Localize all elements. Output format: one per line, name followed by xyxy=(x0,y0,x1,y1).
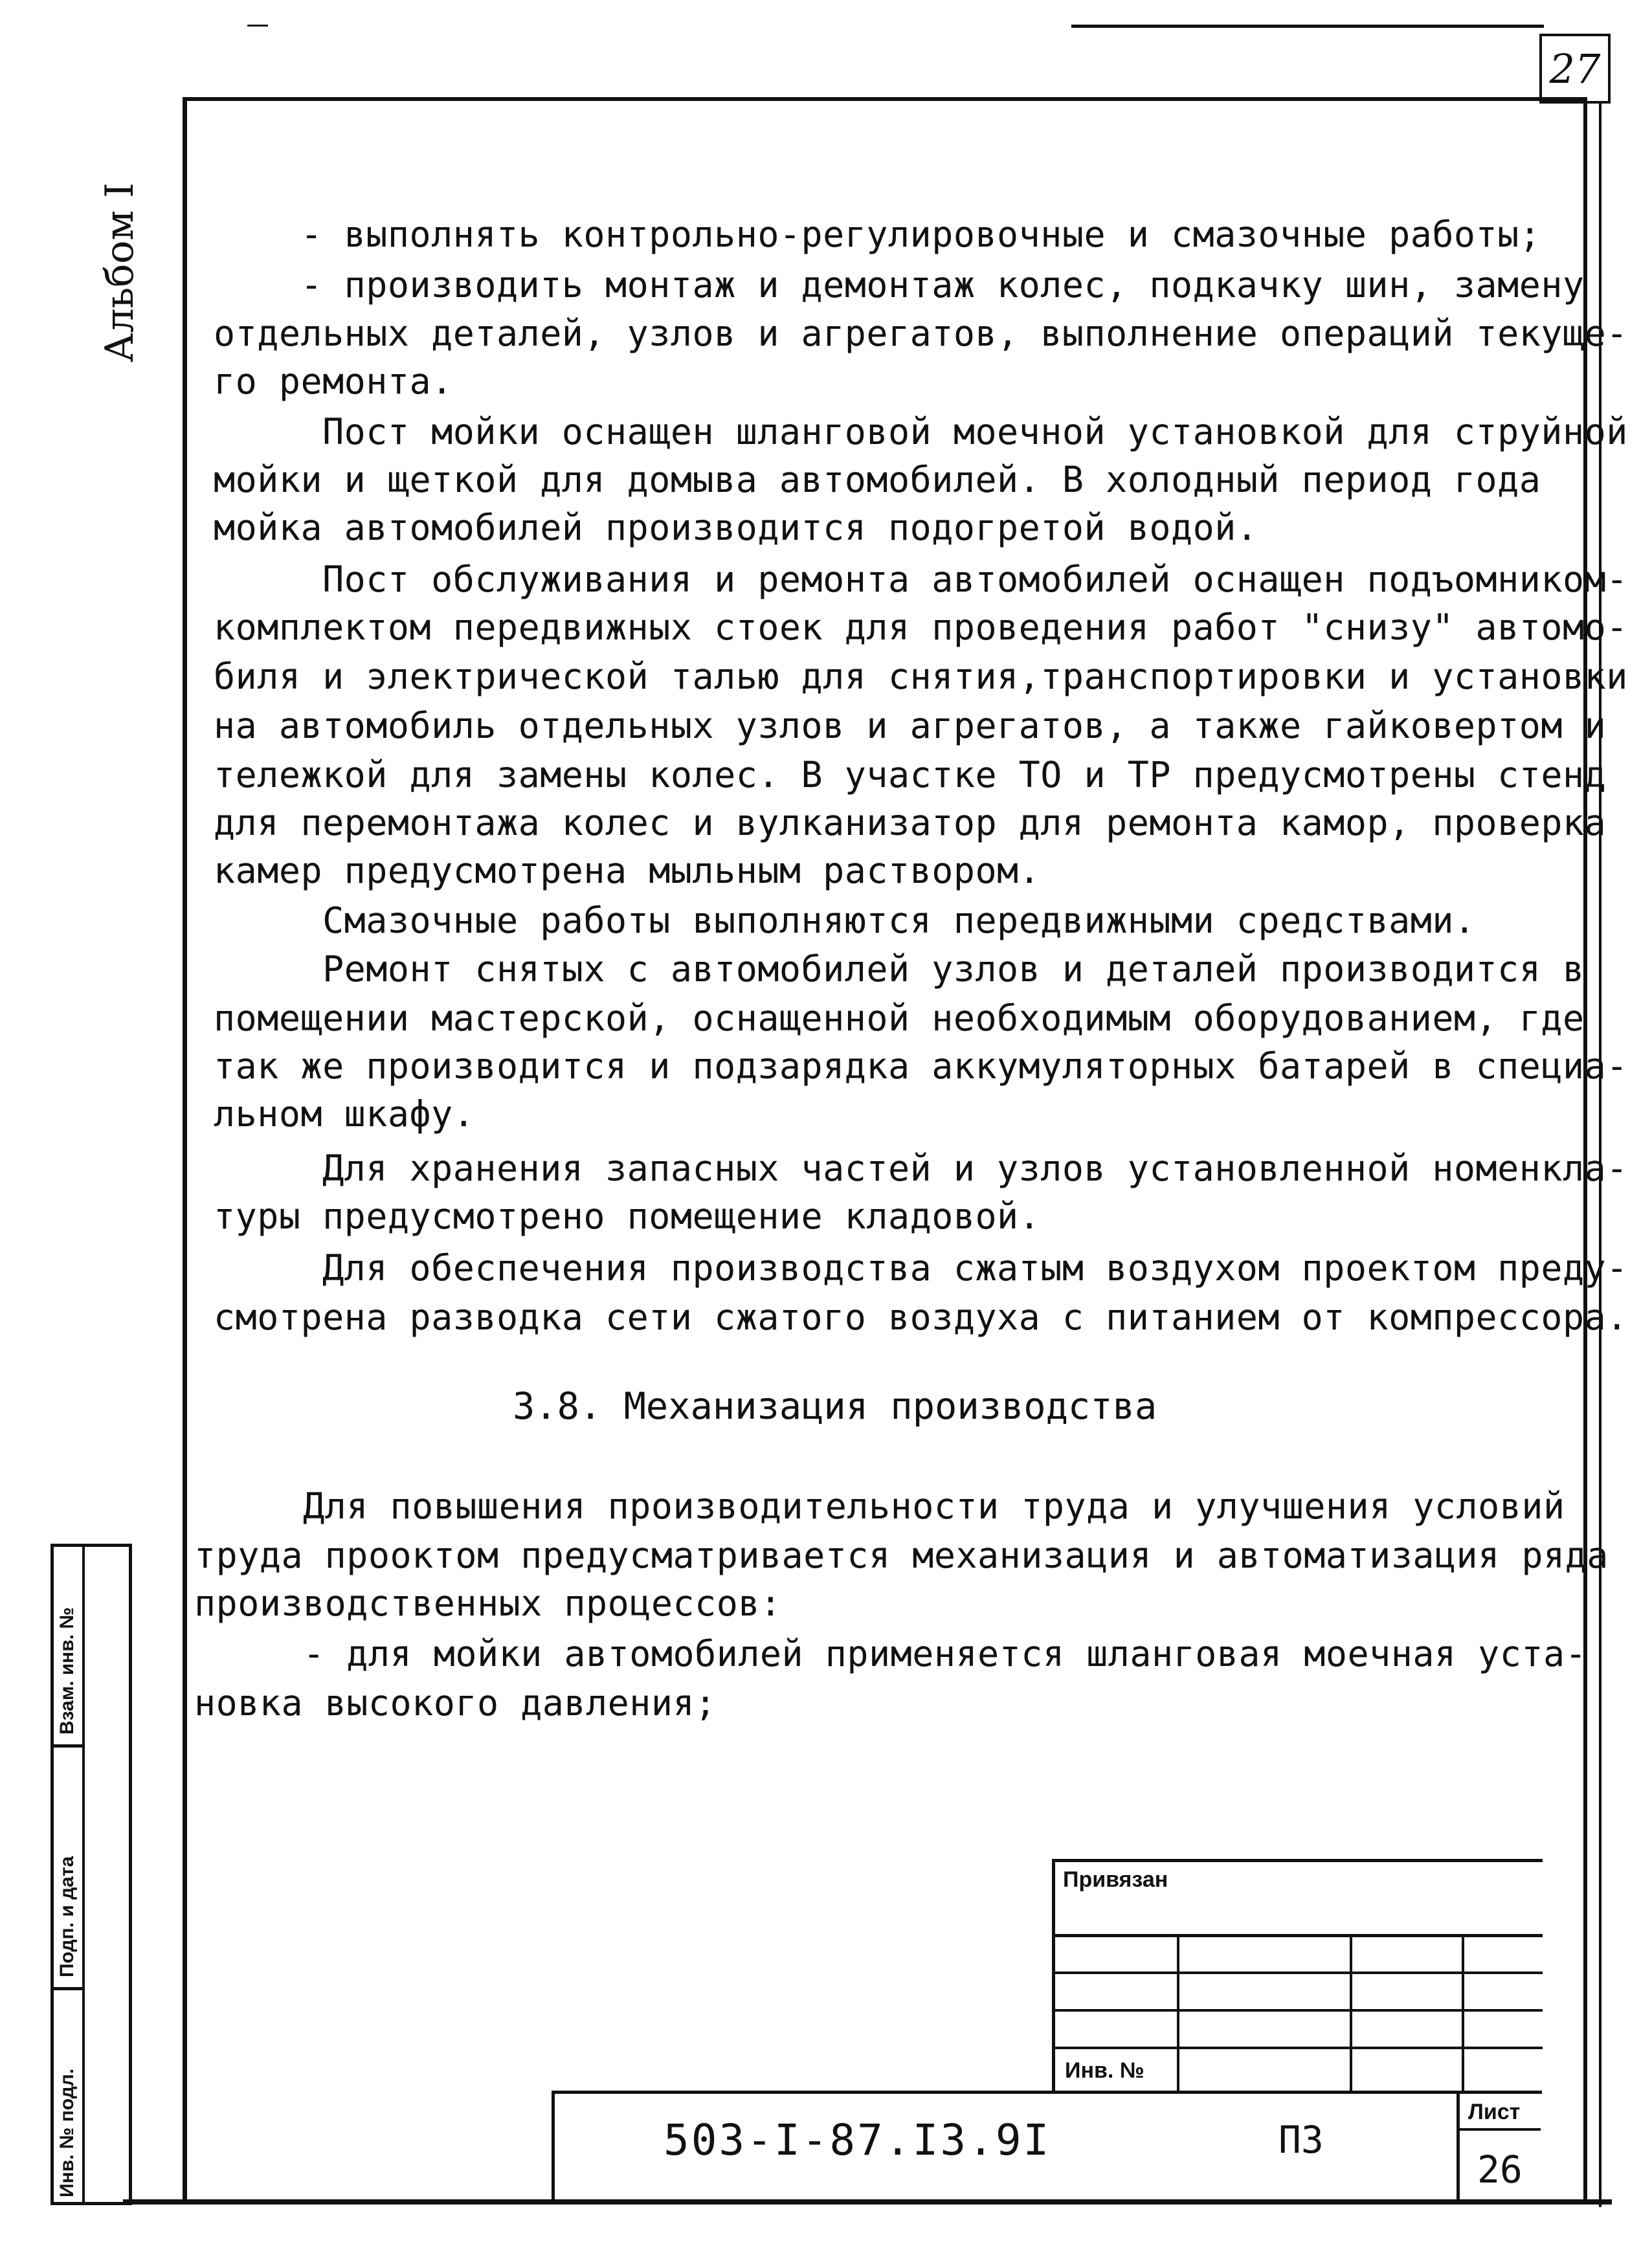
section-code: ПЗ xyxy=(1278,2118,1324,2162)
text-line: льном шкафу. xyxy=(214,1093,475,1135)
sheet-col xyxy=(1457,2091,1460,2202)
text-line: на автомобиль отдельных узлов и агрегатов, а также гайковертом и xyxy=(214,705,1607,746)
tied-left xyxy=(1052,1859,1055,2092)
text-line: Смазочные работы выполняются передвижными средствами. xyxy=(214,900,1476,941)
text-line: так же производится и подзарядка аккумуляторных батарей в специа- xyxy=(214,1045,1628,1087)
section-heading: 3.8. Механизация производства xyxy=(513,1385,1157,1428)
tied-col xyxy=(1462,1934,1464,2092)
text-line: мойки и щеткой для домыва автомобилей. В холодный период года xyxy=(214,459,1541,500)
text-line: Ремонт снятых с автомобилей узлов и деталей производится в xyxy=(214,948,1585,990)
text-line: туры предусмотрено помещение кладовой. xyxy=(214,1195,1041,1237)
text-line: биля и электрической талью для снятия,транспортировки и установки xyxy=(214,656,1628,697)
top-left-rule xyxy=(247,25,268,27)
text-line: Пост мойки оснащен шланговой моечной установкой для струйной xyxy=(214,411,1628,452)
album-label: Альбом I xyxy=(97,183,142,362)
page-corner-number: 27 xyxy=(1539,34,1611,104)
text-line: мойка автомобилей производится подогретой водой. xyxy=(214,507,1258,548)
stamp-cell-border xyxy=(54,1987,82,1990)
text-line: комплектом передвижных стоек для проведения работ "снизу" автомо- xyxy=(214,606,1628,648)
tied-row xyxy=(1052,1972,1543,1974)
text-line: отдельных деталей, узлов и агрегатов, выполнение операций текуще- xyxy=(214,313,1628,354)
text-line: - для мойки автомобилей применяется шланговая моечная уста- xyxy=(194,1633,1587,1674)
tied-label: Привязан xyxy=(1063,1867,1168,1892)
text-line: производственных процессов: xyxy=(194,1583,782,1624)
text-line: помещении мастерской, оснащенной необходимым оборудованием, где xyxy=(214,997,1585,1039)
text-line: Для обеспечения производства сжатым воздухом проектом преду- xyxy=(214,1247,1628,1289)
text-line: Для хранения запасных частей и узлов установленной номенкла- xyxy=(214,1148,1628,1189)
sheet-number: 26 xyxy=(1477,2148,1523,2192)
top-rule xyxy=(1071,25,1544,28)
tied-row xyxy=(1052,2047,1543,2049)
text-line: - выполнять контрольно-регулировочные и смазочные работы; xyxy=(214,214,1541,255)
text-line: Для повышения производительности труда и улучшения условий xyxy=(194,1485,1565,1527)
sheet-row xyxy=(1457,2128,1541,2131)
tied-row xyxy=(1052,1934,1543,1937)
sign-date-label: Подп. и дата xyxy=(56,1856,78,1977)
title-left xyxy=(552,2091,555,2202)
sheet-label: Лист xyxy=(1468,2100,1521,2124)
text-line: тележкой для замены колес. В участке ТО и ТР предусмотрены стенд xyxy=(214,754,1607,795)
text-line: новка высокого давления; xyxy=(194,1682,717,1724)
stamp-divider xyxy=(82,1547,85,2202)
tied-row xyxy=(1052,2009,1543,2012)
tied-top xyxy=(1052,1859,1543,1862)
text-line: Пост обслуживания и ремонта автомобилей оснащен подъомником- xyxy=(214,559,1628,600)
text-line: - производить монтаж и демонтаж колес, подкачку шин, замену xyxy=(214,264,1585,305)
inv-label: Инв. № xyxy=(1065,2058,1144,2083)
frame-bottom xyxy=(123,2199,1612,2205)
text-line: камер предусмотрена мыльным раствором. xyxy=(214,850,1041,891)
text-line: для перемонтажа колес и вулканизатор для ремонта камор, проверка xyxy=(214,802,1607,843)
side-approval-stamp xyxy=(50,1544,132,2205)
title-top xyxy=(552,2091,1542,2094)
replaced-inv-label: Взам. инв. № xyxy=(56,1607,78,1735)
text-line: труда проoктом предусматривается механизация и автоматизация ряда xyxy=(194,1535,1609,1576)
text-line: го ремонта. xyxy=(214,361,453,402)
original-inv-label: Инв. № подл. xyxy=(56,2068,78,2197)
tied-col xyxy=(1177,1934,1179,2092)
tied-col xyxy=(1350,1934,1352,2092)
text-line: смотрена разводка сети сжатого воздуха с питанием от компрессора. xyxy=(214,1296,1628,1338)
stamp-cell-border xyxy=(54,1744,82,1748)
document-code: 503-I-87.I3.9I xyxy=(664,2115,1051,2165)
